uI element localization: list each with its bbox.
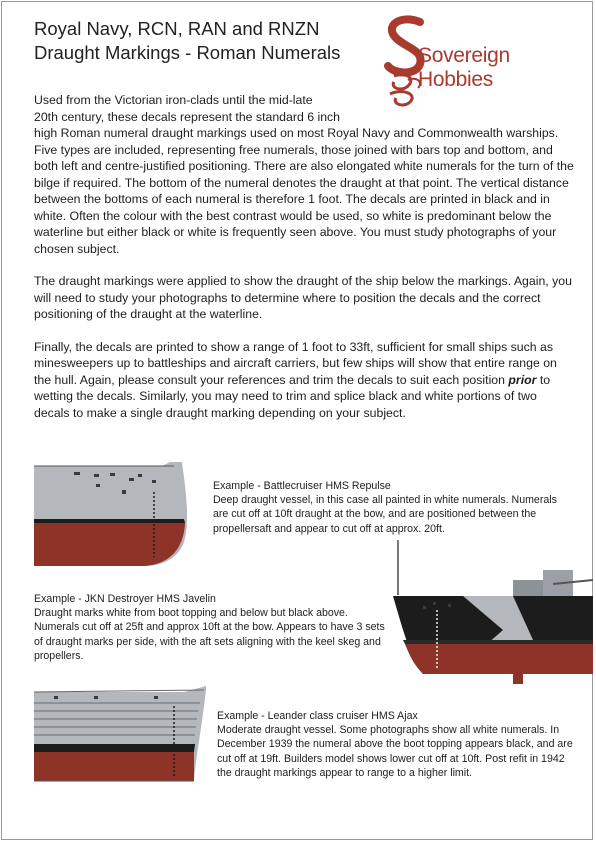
title-line-2: Draught Markings - Roman Numerals: [34, 42, 341, 63]
repulse-bow-illustration: [34, 462, 190, 566]
example-ajax-caption: [217, 709, 577, 780]
intro-paragraph-3: Finally, the decals are printed to show a range of 1 foot to 33ft, sufficient for small ships such as minesweepers up to battleships and aircraft carriers, but few ships will show that entire range on the hull. Again, please consult your references and trim the decals to suit each position prior to wetting the decals. Similarly, you may need to trim and splice black and white portions of two decals to make a single draught marking depending on your subject.: [34, 339, 557, 420]
example-javelin-caption: [34, 592, 394, 663]
example-ajax-text: Moderate draught vessel. Some photographs show all white numerals. In December 1939 the numeral above the boot topping appears black, and are cut off at 19ft. Builders model shows lower cut off at 10ft. Post refit in 1942 the draught markings appear to range to a higher limit.: [217, 724, 573, 779]
ajax-bow-illustration: [34, 686, 210, 796]
intro-paragraph-2: The draught markings were applied to show the draught of the ship below the markings. Again, you will need to study your photographs to determine where to position the decals and the correct positioning of the draught at the waterline.: [34, 274, 572, 321]
example-repulse-caption: [213, 479, 573, 536]
example-repulse-heading: Example - Battlecruiser HMS Repulse: [213, 480, 391, 492]
page-title: [34, 17, 340, 65]
intro-paragraph-1: Used from the Victorian iron-clads until the mid-late 20th century, these decals represent the standard 6 inch high Roman numeral draught markings used on most Royal Navy and Commonwealth warships. Five types are included, representing free numerals, those joined with bars top and bottom, and both left and centre-justified positioning. There are also elongated white numerals for the turn of the bilge if required. The bottom of the numeral denotes the draught at that point. The vertical distance between the bottoms of each numeral is therefore 1 foot. The decals are printed in black and in white. Often the colour with the best contrast would be used, so white is predominant below the waterline but either black or white is frequently seen above. You must study photographs of your chosen subject.: [34, 93, 574, 256]
example-ajax-heading: Example - Leander class cruiser HMS Ajax: [217, 710, 418, 722]
logo-brand-text: Sovereign Hobbies: [418, 44, 510, 91]
title-line-1: Royal Navy, RCN, RAN and RNZN: [34, 18, 320, 39]
intro-text: [34, 92, 574, 437]
example-javelin-text: Draught marks white from boot topping and below but black above. Numerals cut off at 25ft and approx 10ft at the bow. Appears to have 3 sets of draught marks per side, with the aft sets aligning with the keel skeg and propellers.: [34, 607, 385, 662]
example-repulse-text: Deep draught vessel, in this case all painted in white numerals. Numerals are cut off at 10ft draught at the bow, and are positioned between the propellersaft and appear to cut off at approx. 20ft.: [213, 494, 557, 535]
javelin-bow-illustration: [393, 540, 593, 692]
example-javelin-heading: Example - JKN Destroyer HMS Javelin: [34, 593, 216, 605]
